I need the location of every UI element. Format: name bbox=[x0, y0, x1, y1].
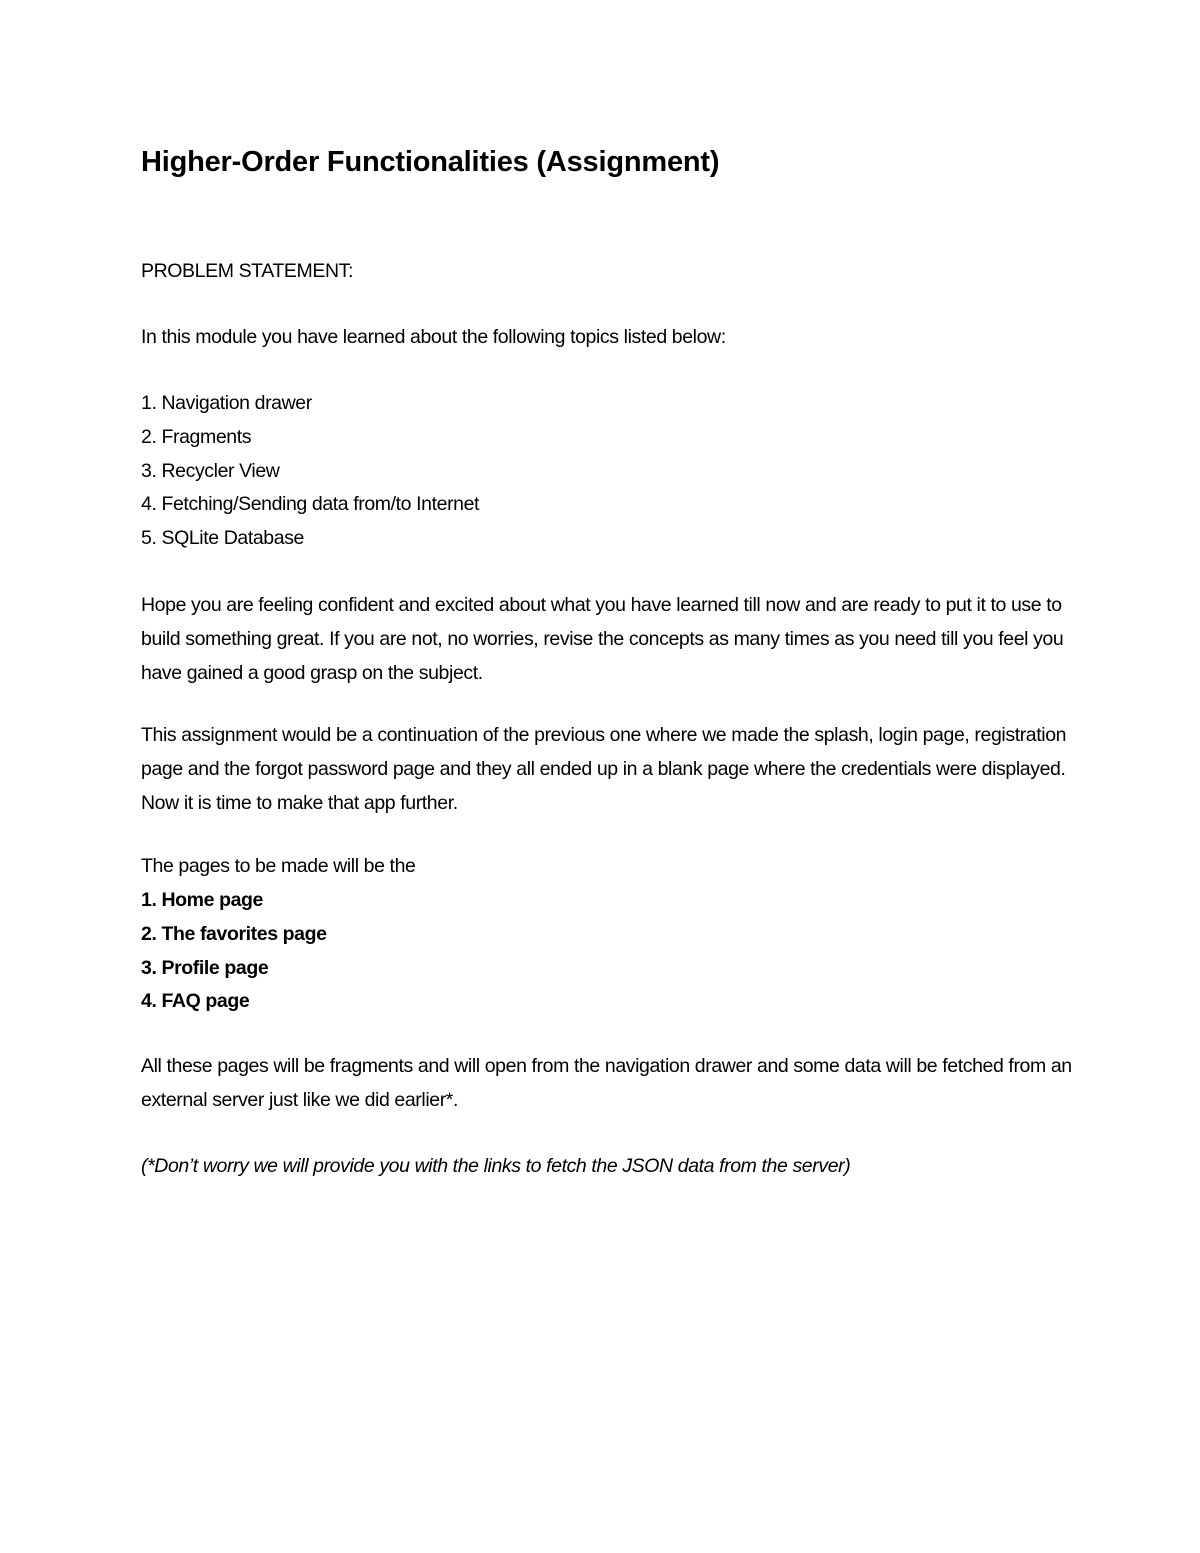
topics-list bbox=[141, 387, 479, 556]
page-item-faq: 4. FAQ page bbox=[141, 990, 250, 1013]
topic-item-fetching-sending-data: 4. Fetching/Sending data from/to Internet bbox=[141, 493, 480, 516]
json-data-note: (*Don’t worry we will provide you with the links to fetch the JSON data from the server) bbox=[141, 1155, 851, 1177]
page-item-home: 1. Home page bbox=[141, 889, 263, 911]
topic-item-navigation-drawer: 1. Navigation drawer bbox=[141, 392, 312, 414]
topic-item-sqlite-database: 5. SQLite Database bbox=[141, 527, 304, 550]
document-title: Higher-Order Functionalities (Assignment) bbox=[141, 146, 720, 178]
topic-item-recycler-view: 3. Recycler View bbox=[141, 459, 280, 482]
page-item-favorites: 2. The favorites page bbox=[141, 922, 327, 945]
document-content bbox=[141, 140, 1081, 1177]
encouragement-paragraph: Hope you are feeling confident and excited about what you have learned till now and are ready to put it to use to build something great. If you are not, no worries, revise the concepts as many times as you need till you feel you have gained a good grasp on the subject. bbox=[141, 594, 1064, 684]
pages-intro-text: The pages to be made will be the bbox=[141, 855, 416, 877]
problem-statement-heading: PROBLEM STATEMENT: bbox=[141, 260, 354, 282]
topic-item-fragments: 2. Fragments bbox=[141, 425, 252, 448]
fragments-paragraph: All these pages will be fragments and will open from the navigation drawer and some data will be fetched from an external server just like we did earlier*. bbox=[141, 1055, 1072, 1111]
pages-list bbox=[141, 884, 327, 1019]
page-item-profile: 3. Profile page bbox=[141, 956, 269, 979]
assignment-context-paragraph: This assignment would be a continuation of the previous one where we made the splash, login page, registration page and the forgot password page and they all ended up in a blank page where the credentials were displayed. Now it is time to make that app further. bbox=[141, 724, 1067, 814]
intro-text: In this module you have learned about the following topics listed below: bbox=[141, 326, 726, 348]
